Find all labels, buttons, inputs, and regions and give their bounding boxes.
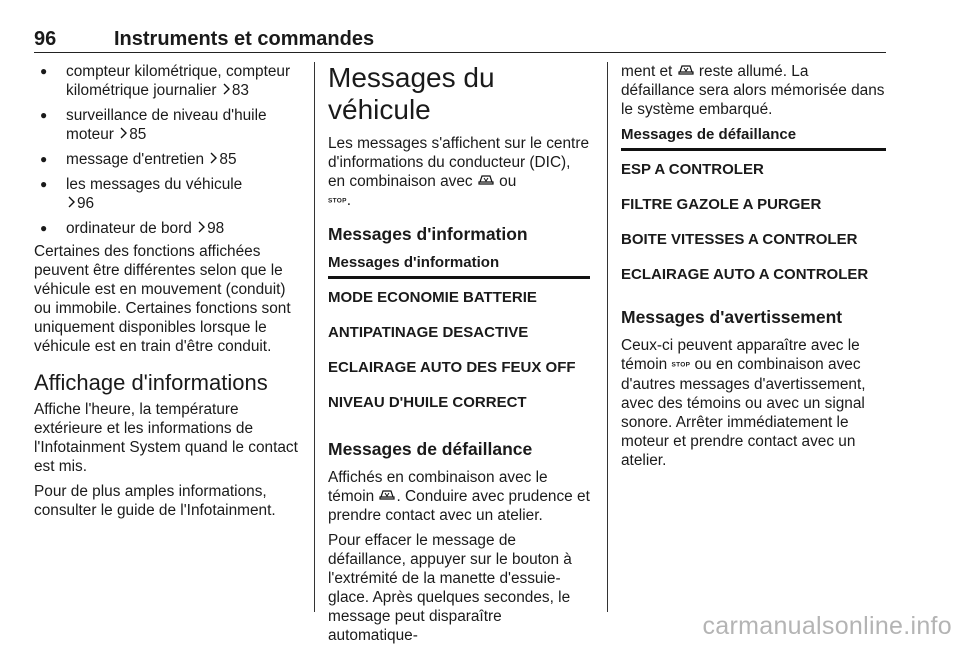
stop-icon: STOP xyxy=(328,197,347,205)
body-paragraph: Affiche l'heure, la température extérieure et les informations de l'Infotainment System quand le contact est mis. xyxy=(34,401,298,475)
table-header: Messages d'information xyxy=(328,253,590,279)
fault-message: BOITE VITESSES A CONTROLER xyxy=(621,231,858,249)
feature-list xyxy=(34,62,300,238)
subsection-heading: Messages d'information xyxy=(328,223,528,244)
service-vehicle-icon xyxy=(677,62,695,81)
list-item: ● ordinateur de bord 98 xyxy=(34,219,300,238)
page-header xyxy=(34,28,886,53)
body-paragraph: Affichés en combinaison avec le témoin . Conduire avec prudence et prendre contact avec un atelier. xyxy=(328,468,590,525)
info-message: ANTIPATINAGE DESACTIVE xyxy=(328,323,529,341)
page-ref-arrow-icon xyxy=(120,125,127,144)
column-left xyxy=(34,62,300,526)
page-title: Instruments et commandes xyxy=(114,28,375,50)
page-ref-arrow-icon xyxy=(198,219,205,238)
watermark: carmanualsonline.info xyxy=(702,612,952,640)
body-paragraph: Les messages s'affichent sur le centre d'informations du conducteur (DIC), en combinaison avec ou STOP. xyxy=(328,135,590,210)
info-message: ECLAIRAGE AUTO DES FEUX OFF xyxy=(328,358,576,376)
column-divider-1 xyxy=(314,62,315,612)
page-ref-arrow-icon xyxy=(68,194,75,213)
list-item: ● message d'entretien 85 xyxy=(34,150,300,169)
info-message: NIVEAU D'HUILE CORRECT xyxy=(328,393,527,411)
fault-message: FILTRE GAZOLE A PURGER xyxy=(621,196,822,214)
page-number: 96 xyxy=(34,28,57,50)
page-ref-link[interactable]: 85 xyxy=(219,151,237,168)
service-vehicle-icon xyxy=(378,487,396,506)
info-message: MODE ECONOMIE BATTERIE xyxy=(328,288,537,306)
column-middle xyxy=(328,62,590,651)
page-ref-link[interactable]: 85 xyxy=(129,126,147,143)
fault-message: ESP A CONTROLER xyxy=(621,161,764,179)
body-paragraph: ment et reste allumé. La défaillance sera alors mémorisée dans le système embarqué. xyxy=(621,63,885,119)
subsection-heading: Messages de défaillance xyxy=(328,438,533,459)
fault-message: ECLAIRAGE AUTO A CONTROLER xyxy=(621,266,869,284)
page-ref-arrow-icon xyxy=(210,150,217,169)
body-paragraph: Pour de plus amples informations, consulter le guide de l'Infotainment. xyxy=(34,483,276,519)
page-ref-link[interactable]: 98 xyxy=(207,220,225,237)
column-right xyxy=(621,62,886,476)
section-title: Messages du véhicule xyxy=(328,62,495,125)
page-ref-link[interactable]: 83 xyxy=(231,82,249,99)
column-divider-2 xyxy=(607,62,608,612)
service-vehicle-icon xyxy=(477,172,495,191)
table-header: Messages de défaillance xyxy=(621,125,886,151)
page-ref-link[interactable]: 96 xyxy=(77,195,95,212)
page-ref-arrow-icon xyxy=(223,81,230,100)
body-paragraph: Pour effacer le message de défaillance, appuyer sur le bouton à l'extrémité de la manette d'essuie-glace. Après quelques secondes, le message peut disparaître automatique- xyxy=(328,532,572,645)
subsection-heading: Messages d'avertissement xyxy=(621,307,843,328)
body-paragraph: Certaines des fonctions affichées peuvent être différentes selon que le véhicule est en mouvement (conduit) ou immobile. Certaines fonctions sont uniquement disponibles lorsque le véhicule est en train d'être conduit. xyxy=(34,243,291,355)
list-item: ● compteur kilométrique, compteur kilométrique journalier 83 xyxy=(34,62,300,100)
list-item: ● les messages du véhicule 96 xyxy=(34,175,300,213)
stop-icon: STOP xyxy=(671,361,691,369)
section-heading: Affichage d'informations xyxy=(34,370,268,395)
list-item: ● surveillance de niveau d'huile moteur 85 xyxy=(34,106,300,144)
body-paragraph: Ceux-ci peuvent apparaître avec le témoin STOP ou en combinaison avec d'autres messages d'avertissement, avec des témoins ou avec un signal sonore. Arrêter immédiatement le moteur et prendre contact avec un atelier. xyxy=(621,337,866,469)
